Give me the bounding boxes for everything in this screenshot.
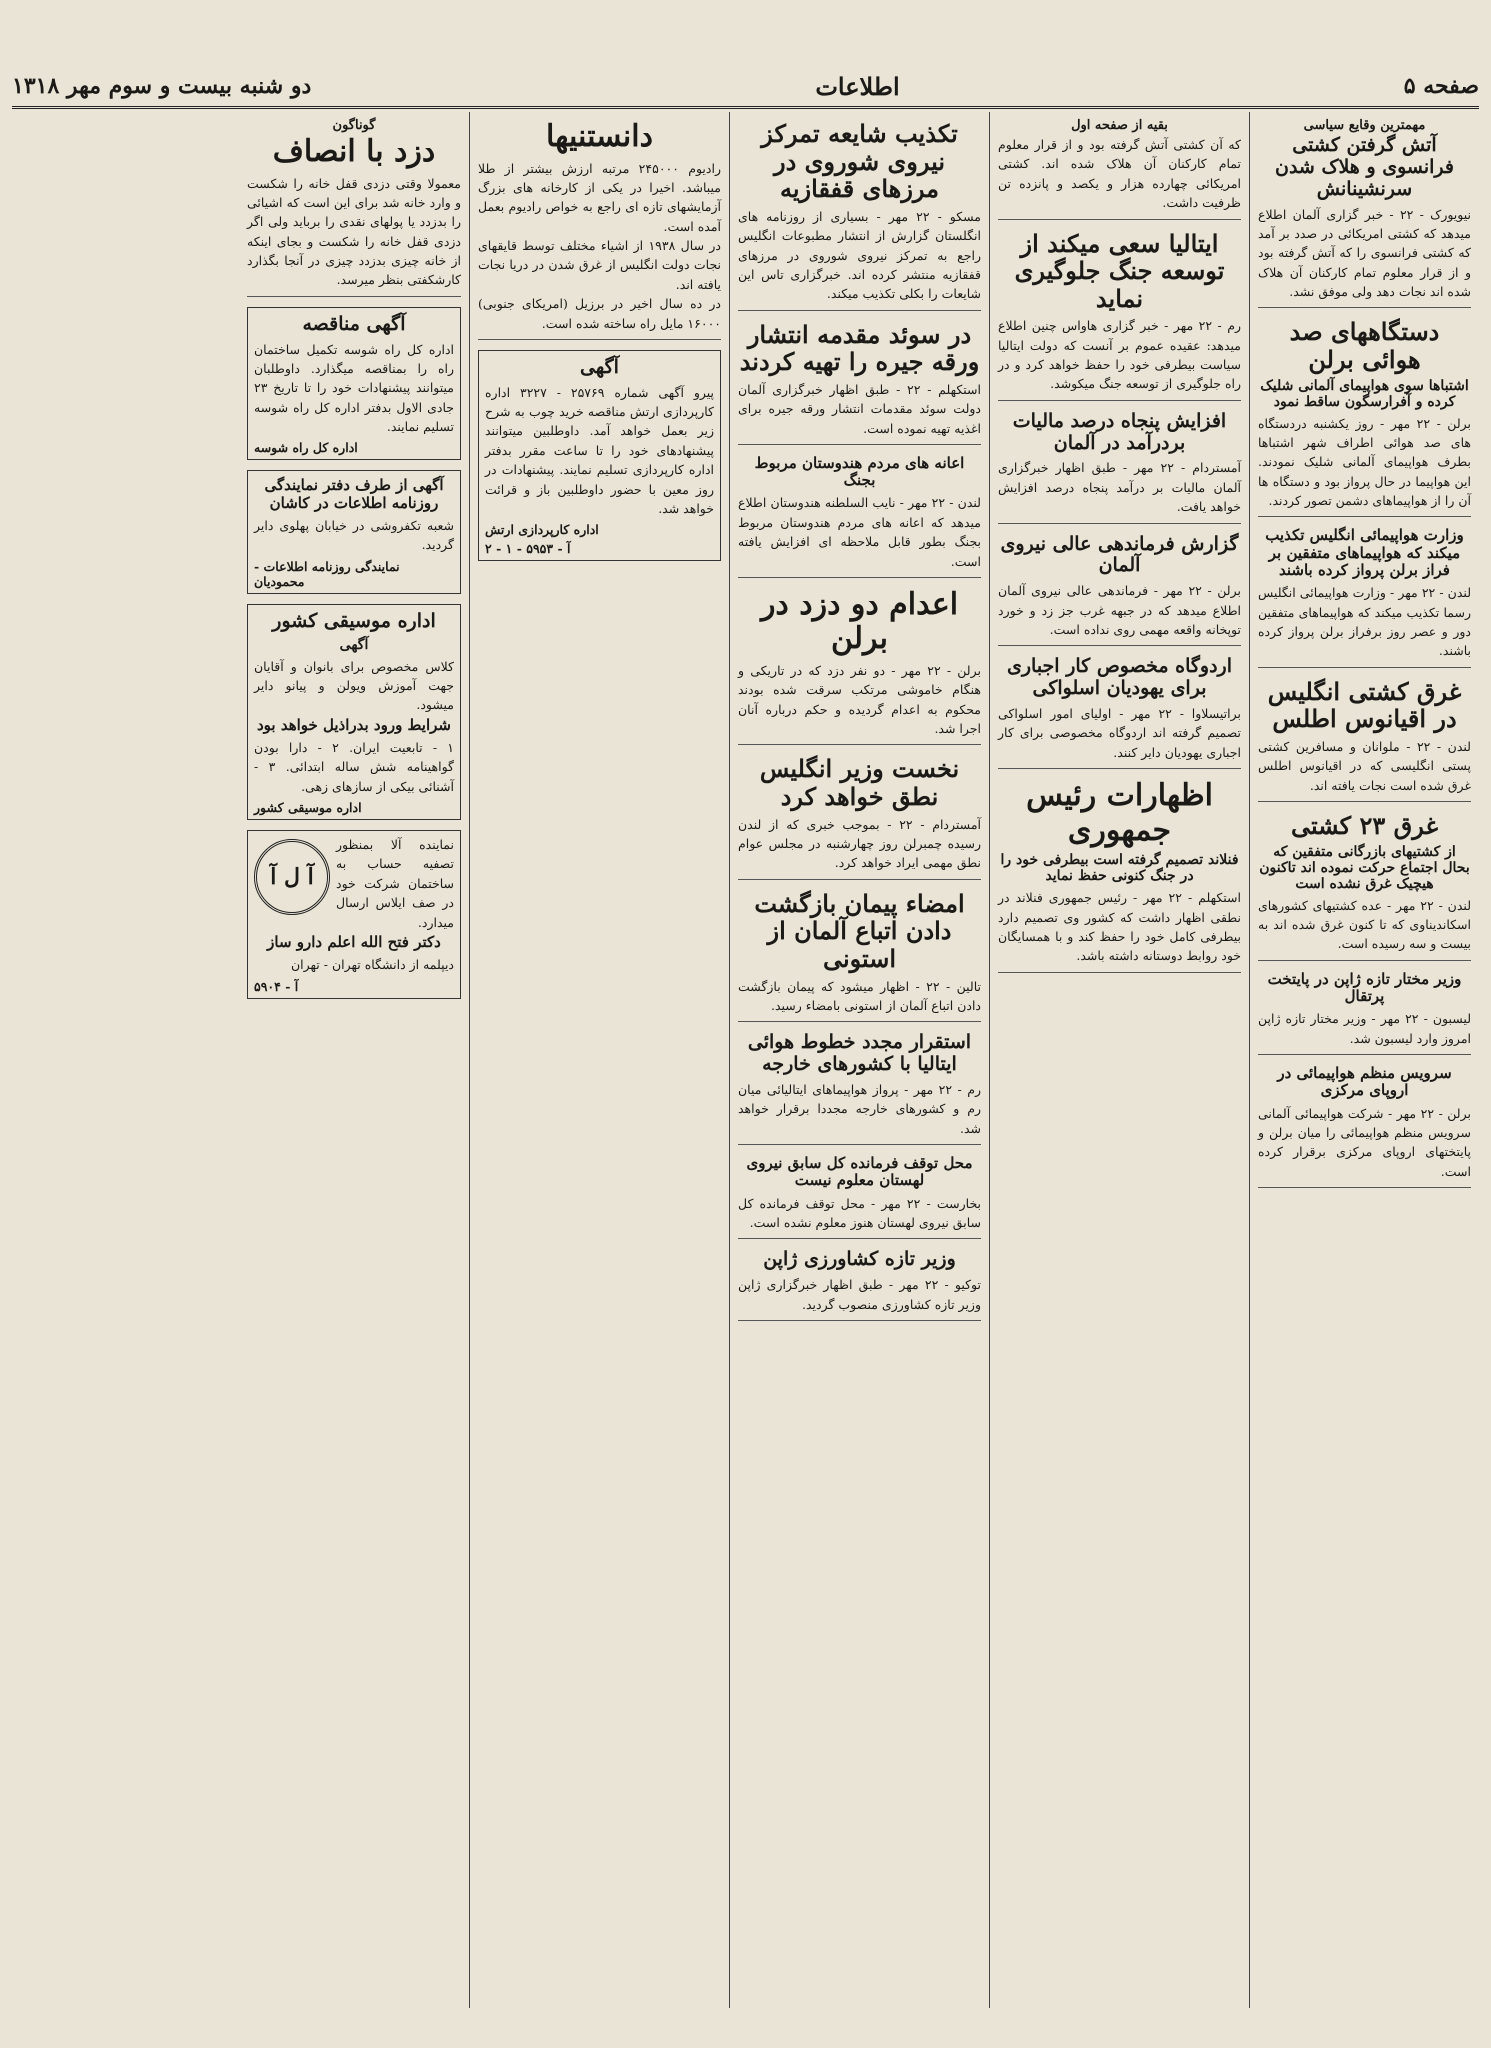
article-body: رم - ۲۲ مهر - خبر گزاری هاواس چنین اطلاع میدهد: عقیده عموم بر آنست که دولت ایتالیا سیاست بیطرفی خود را حفظ خواهد کرد و در راه جلوگیری از توسعه جنگ میکوشد. <box>998 318 1241 392</box>
article-estonia-treaty <box>738 890 981 1023</box>
article-body: مسکو - ۲۲ مهر - بسیاری از روزنامه های انگلستان گزارش از انتشار مطبوعات انگلیس راجع به تمرکز نیروی شوروی در مرزهای قفقازیه منتشر کرده اند. خبرگزاری تاس این شایعات را بکلی تکذیب میکند. <box>738 208 981 302</box>
column-news <box>729 112 989 2008</box>
headline: محل توقف فرمانده کل سابق نیروی لهستان معلوم نیست <box>746 1154 973 1190</box>
article-23-ships <box>1258 812 1471 961</box>
article-body: در ده سال اخیر در برزیل (امریکای جنوبی) ۱۶۰۰۰ مایل راه ساخته شده است. <box>478 296 721 331</box>
article-body: لیسبون - ۲۲ مهر - وزیر مختار تازه ژاپن امروز وارد لیسبون شد. <box>1258 1011 1471 1046</box>
article-body: استکهلم - ۲۲ - طبق اظهار خبرگزاری آلمان دولت سوئد مقدمات انتشار ورقه جیره برای اغذیه تهیه نموده است. <box>738 381 981 436</box>
article-body: لندن - ۲۲ مهر - عده کشتیهای کشورهای اسکاندیناوی که تا کنون غرق شده اند به بیست و سه رسیده است. <box>1258 897 1472 952</box>
headline: وزیر تازه کشاورزی ژاپن <box>763 1248 956 1271</box>
notice-music <box>247 604 461 820</box>
headline: در سوئد مقدمه انتشار ورقه جیره را تهیه کردند <box>739 319 980 377</box>
article-body: برلن - ۲۲ مهر - فرماندهی عالی نیروی آلمان اطلاع میدهد که در جبهه غرب جز زد و خورد توپخانه واقعه مهمی روی نداده است. <box>998 583 1241 638</box>
headline: اظهارات رئیس جمهوری <box>1026 778 1213 848</box>
headline: وزیر مختار تازه ژاپن در پایتخت پرتقال <box>1267 969 1462 1005</box>
article-body: برلن - ۲۲ مهر - روز یکشنبه دردستگاه های صد هوائی اطراف شهر اشتباها بطرف هواپیمای آلمانی شلیک نمودند. این هواپیما در حال پرواز بود و دستگاه ها آن را از هواپیماهای دشمن تصور کردند. <box>1258 415 1471 509</box>
article-body: نیویورک - ۲۲ - خبر گزاری آلمان اطلاع میدهد که کشتی امریکائی در صدد بر آمد که کشتی فرانسوی را که آتش گرفته بود و از قرار معلوم تمام کارکنان آن هلاک شده اند نجات دهد ولی موفق نشد. <box>1258 206 1471 300</box>
headline: دزد با انصاف <box>272 134 436 169</box>
article-body: در سال ۱۹۳۸ از اشیاء مختلف توسط قایقهای نجات دولت انگلیس از غرق شدن در دریا نجات یافته اند. <box>478 238 721 292</box>
columns <box>12 112 1479 2008</box>
masthead: اطلاعات <box>815 71 900 101</box>
article-atlantic-sinking <box>1258 678 1471 802</box>
article-ship-fire <box>1258 135 1471 308</box>
notice-army-procurement <box>478 350 721 561</box>
ala-logo: آ ل آ <box>254 839 330 915</box>
ad-doctor-sub: دیپلمه از دانشگاه تهران - تهران <box>291 957 454 973</box>
subheadline: از کشتیهای بازرگانی متفقین که بحال اجتماع حرکت نموده اند تاکنون هیچیک غرق نشده است <box>1259 843 1470 892</box>
notice-signature: اداره کارپردازی ارتش <box>485 522 599 538</box>
article-body: معمولا وقتی دزدی قفل خانه را شکست و وارد خانه شد برای این است که اشیائی را بدزدد یا پولهای نقدی را برباید ولی اگر دزدی قفل خانه را شکست و بجای اینکه از خانه چیزی بدزدد چیزی در آنجا بگذارد کارشکفتی بنظر میرسد. <box>247 175 461 288</box>
article-body: برلن - ۲۲ مهر - شرکت هواپیمائی آلمانی سرویس منظم هواپیمائی را میان برلن و پایتختهای اروپای مرکزی برقرار کرده است. <box>1258 1105 1471 1179</box>
headline: اداره موسیقی کشور <box>272 609 436 632</box>
article-ship-fire-cont <box>998 135 1241 220</box>
headline: افزایش پنجاه درصد مالیات بردرآمد در آلمان <box>1012 409 1227 454</box>
article-sweden-ration <box>738 321 981 445</box>
headline: امضاء پیمان بازگشت دادن اتباع آلمان از استونی <box>754 888 965 973</box>
article-italy <box>998 230 1241 401</box>
article-body: که آن کشتی آتش گرفته بود و از قرار معلوم تمام کارکنان آن هلاک شده اند. کشتی امریکائی چهارده هزار و یکصد و پانزده تن ظرفیت داشت. <box>998 137 1241 211</box>
ad-doctor: دکتر فتح الله اعلم دارو ساز <box>267 932 441 951</box>
headline: دستگاههای صد هوائی برلن <box>1289 317 1440 374</box>
article-body: آمستردام - ۲۲ مهر - طبق اظهار خبرگزاری آلمان مالیات بر درآمد پنجاه درصد افزایش خواهد یافت. <box>998 460 1242 515</box>
page-header <box>12 66 1479 109</box>
headline: آگهی <box>580 355 619 378</box>
article-body: رم - ۲۲ مهر - پرواز هواپیماهای ایتالیائی میان رم و کشورهای خارجه مجددا برقرار خواهد شد. <box>738 1082 981 1136</box>
section-kicker: بقیه از صفحه اول <box>1071 118 1168 133</box>
article-body: لندن - ۲۲ - ملوانان و مسافرین کشتی پستی انگلیسی که در اقیانوس اطلس غرق شده است نجات یافته اند. <box>1258 738 1471 793</box>
column-front-continued <box>989 112 1249 2008</box>
column-political <box>1249 112 1479 2008</box>
article-italy-air <box>738 1032 981 1145</box>
headline: استقرار مجدد خطوط هوائی ایتالیا با کشورهای خارجه <box>747 1031 972 1076</box>
headline: اردوگاه مخصوص کار اجباری برای یهودیان اسلواکی <box>1006 655 1233 700</box>
headline: آگهی از طرف دفتر نمایندگی روزنامه اطلاعات در کاشان <box>264 476 444 512</box>
article-air-service <box>1258 1065 1471 1188</box>
headline: آتش گرفتن کشتی فرانسوی و هلاک شدن سرنشینانش <box>1275 134 1454 200</box>
article-japan-agriculture <box>738 1249 981 1321</box>
article-berlin-execution <box>738 588 981 746</box>
headline: گزارش فرماندهی عالی نیروی آلمان <box>1000 532 1239 577</box>
notice-signature: اداره موسیقی کشور <box>254 800 362 816</box>
article-japan-envoy <box>1258 971 1471 1055</box>
headline: نخست وزیر انگلیس نطق خواهد کرد <box>759 754 960 812</box>
article-chamberlain-speech <box>738 755 981 879</box>
subheadline: اشتباها سوی هواپیمای آلمانی شلیک کرده و آفرارسگون ساقط نمود <box>1260 377 1469 410</box>
notice-body: اداره کل راه شوسه تکمیل ساختمان راه را بمناقصه میگذارد. داوطلبان میتوانند پیشنهادات خود را تا تاریخ ۲۳ جادی الاول بدفتر اداره کل راه شوسه تسلیم نمایند. <box>254 341 454 435</box>
headline: دانستنیها <box>546 119 653 154</box>
article-polish-commander <box>738 1155 981 1239</box>
notice-body: پیرو آگهی شماره ۲۵۷۶۹ - ۳۲۲۷ اداره کارپردازی ارتش مناقصه خرید چوب به شرح زیر بعمل خواهد آمد. داوطلبین میتوانند پیشنهادهای خود را تا ساعت مقرر بدفتر اداره کارپردازی تسلیم نمایند. پیشنهادات در روز معین با حضور داوطلبین باز و قرائت خواهد شد. <box>485 384 715 516</box>
notice-tender <box>247 307 461 461</box>
headline: ایتالیا سعی میکند از توسعه جنگ جلوگیری نماید <box>1014 228 1225 313</box>
article-body: بخارست - ۲۲ مهر - محل توقف فرمانده کل سابق نیروی لهستان هنوز معلوم نشده است. <box>738 1195 981 1230</box>
notice-kashan-agency <box>247 470 461 593</box>
article-body: برلن - ۲۲ مهر - دو نفر دزد که در تاریکی و هنگام خاموشی مرتکب سرقت شده بودند محکوم به اعدام گردیده و حکم درباره آنان اجرا شد. <box>738 662 981 737</box>
ad-number: آ - ۵۹۰۴ <box>254 978 299 994</box>
headline: آگهی مناقصه <box>302 312 406 335</box>
article-german-tax <box>998 411 1241 524</box>
notice-body: ۱ - تابعیت ایران. ۲ - دارا بودن گواهینامه شش ساله ابتدائی. ۳ - آشنائی بیکی از سازهای زهی. <box>254 739 454 794</box>
article-fair-thief <box>247 135 461 297</box>
ad-body: نماینده آلا بمنظور تصفیه حساب به ساختمان شرکت خود در صف ایلاس ارسال میدارد. <box>336 837 454 930</box>
article-body: لندن - ۲۲ مهر - نایب السلطنه هندوستان اطلاع میدهد که اعانه های مردم هندوستان مربوط بجنگ بطور قابل ملاحظه ای افزایش یافته است. <box>738 495 981 569</box>
article-body: رادیوم ۲۴۵۰۰۰ مرتبه ارزش بیشتر از طلا میباشد. اخیرا در یکی از کارخانه های بزرگ آزمایشهای تازه ای راجع به خواص رادیوم بعمل آمده است. <box>478 160 721 234</box>
headline: اعدام دو دزد در برلن <box>760 586 959 657</box>
article-india-donations <box>738 455 981 578</box>
column-miscellany <box>239 112 469 2008</box>
notice-body: کلاس مخصوص برای بانوان و آقایان جهت آموزش ویولن و پیانو دایر میشود. <box>254 658 454 713</box>
article-body: استکهلم - ۲۲ مهر - رئیس جمهوری فنلاند در نطقی اظهار داشت که کشور وی تصمیم دارد بیطرفی کامل خود را حفظ کند و با همسایگان خود روابط دوستانه داشته باشد. <box>998 890 1241 964</box>
headline: تکذیب شایعه تمرکز نیروی شوروی در مرزهای قفقازیه <box>761 119 958 204</box>
headline: غرق ۲۳ کشتی <box>1291 811 1438 841</box>
article-german-command <box>998 534 1241 647</box>
section-kicker: مهمترین وقایع سیاسی <box>1303 118 1426 133</box>
section-kicker: گوناگون <box>332 118 376 133</box>
article-body: تالین - ۲۲ - اظهار میشود که پیمان بازگشت دادن اتباع آلمان از استونی بامضاء رسید. <box>738 978 981 1013</box>
headline: اعانه های مردم هندوستان مربوط بجنگ <box>754 453 965 490</box>
page-label: صفحه ۵ <box>1403 73 1479 99</box>
issue-date: دو شنبه بیست و سوم مهر ۱۳۱۸ <box>12 73 312 99</box>
subheadline: فنلاند تصمیم گرفته است بیطرفی خود را در جنگ کنونی حفظ نماید <box>1000 852 1239 885</box>
article-body: لندن - ۲۲ مهر - وزارت هواپیمائی انگلیس رسما تکذیب میکند که هواپیماهای متفقین دور و عصر روز برفراز برلن پرواز کرده باشند. <box>1258 585 1472 659</box>
article-soviet-denial <box>738 120 981 311</box>
notice-signature: اداره کل راه شوسه <box>254 440 358 456</box>
article-finland-president <box>998 779 1241 973</box>
article-berlin-aa <box>1258 318 1471 517</box>
headline: شرایط ورود بدراذیل خواهد بود <box>257 715 451 734</box>
notice-signature: نمایندگی روزنامه اطلاعات - محمودیان <box>254 558 400 589</box>
article-body: براتیسلاوا - ۲۲ مهر - اولیای امور اسلواکی تصمیم گرفته اند اردوگاه مخصوصی برای کار اجباری یهودیان دایر کنند. <box>998 706 1241 760</box>
article-slovakia-camp <box>998 656 1241 769</box>
notice-body: شعبه تکفروشی در خیابان پهلوی دایر گردید. <box>254 517 454 553</box>
article-did-you-know <box>478 120 721 340</box>
headline: وزارت هواپیمائی انگلیس تکذیب میکند که هواپیماهای متفقین بر فراز برلن پرواز کرده باشند <box>1265 526 1464 579</box>
article-body: توکیو - ۲۲ مهر - طبق اظهار خبرگزاری ژاپن وزیر تازه کشاورزی منصوب گردید. <box>738 1277 981 1312</box>
column-facts <box>469 112 729 2008</box>
ad-ala <box>247 830 461 999</box>
headline: سرویس منظم هواپیمائی در اروپای مرکزی <box>1277 1064 1452 1100</box>
article-body: آمستردام - ۲۲ - بموجب خبری که از لندن رسیده چمبرلن روز چهارشنبه در مجلس عوام نطق مهمی ایراد خواهد کرد. <box>738 816 981 871</box>
subheadline: آگهی <box>339 636 369 653</box>
headline: غرق کشتی انگلیس در اقیانوس اطلس <box>1267 676 1462 734</box>
notice-number: آ - ۵۹۵۳ - ۱ - ۲ <box>485 541 571 557</box>
article-raf-denial <box>1258 527 1471 667</box>
